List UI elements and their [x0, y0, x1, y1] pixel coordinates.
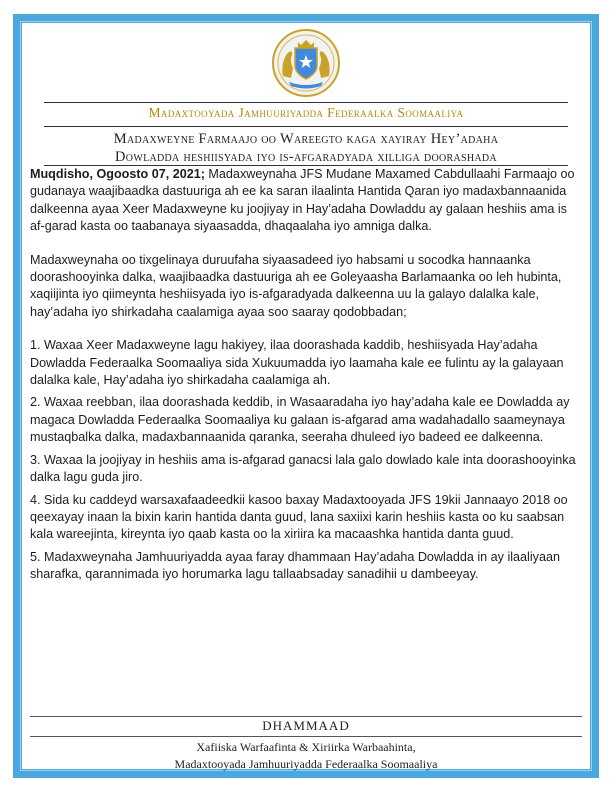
point-3: 3. Waxaa la joojiyay in heshiis ama is-afgarad ganacsi lala galo dowlado kale inta doorashooyinka dalka lagu guda jiro.	[30, 452, 576, 485]
context-paragraph: Madaxweynaha oo tixgelinaya duruufaha siyaasadeed iyo habsami u socodka hannaanka doorashooyinka dalka, waajibaadka dastuuriga ah ee Goleyaasha Barlamaanka oo leh hubinta, xaqiijinta iyo qiimeynta heshiisyada iyo is-afgaradyada dalkeenna uu la galayo dalalka kale, hay’adaha iyo shirkadaha caalamiga ayaa soo saaray qodobbadan;	[30, 252, 562, 319]
point-2: 2. Waxaa reebban, ilaa doorashada keddib, in Wasaaradaha iyo hay’adaha kale ee Dowladda ay magaca Dowladda Federaalka Soomaaliya ku galaan is-afgarad ama wadahadallo saameynaya mustaqbalka dalka, madaxbannaanida qaranka, seeraha dhuleed iyo badeed ee dalkeenna.	[30, 395, 570, 445]
signature-block	[30, 739, 582, 773]
headline-line-1: Madaxweyne Farmaajo oo Wareegto kaga xayiray Hey’adaha	[113, 131, 499, 147]
headline-line-2: Dowladda heshiisyada iyo is-afgaradyada xilliga doorashada	[115, 149, 497, 165]
press-release-headline	[44, 130, 568, 166]
point-5: 5. Madaxweynaha Jamhuuriyadda ayaa faray dhammaan Hay’adaha Dowladda in ay ilaaliyaan sharafka, qarannimada iyo horumarka lagu tallaabsaday sanadihii u dambeeyay.	[30, 549, 560, 582]
dateline: Muqdisho, Ogoosto 07, 2021;	[30, 167, 205, 181]
point-4: 4. Sida ku caddeyd warsaxafaadeedkii kasoo baxay Madaxtooyada JFS 19kii Jannaayo 2018 oo qeexayay inaan la bixin karin hantida danta guud, lana saxiixi karin heshiis kasta oo ku saabsan kala wareejinta, kireynta iyo qaab kasta oo la xiriira ka macaashka hantida danta guud.	[30, 492, 568, 542]
header-rule-middle	[44, 126, 568, 127]
intro-paragraph	[30, 166, 583, 236]
intro-text: Madaxweynaha JFS Mudane Maxamed Cabdullaahi Farmaajo oo gudanaya waajibaadka dastuuriga ah ee ka saran ilaalinta Hantida Qaran iyo madaxbannaanida dalkeenna ayaa Xeer Madaxweyne ku joojiyay in Hay’adaha Dowladdu ay galaan heshiis ama is af-garad kasta oo taabanaya siyaasadda, dhaqaalaha iyo amniga dalka.	[30, 167, 575, 234]
header-rule-top	[44, 102, 568, 103]
office-name: Madaxtooyada Jamhuuriyadda Federaalka Soomaaliya	[148, 105, 464, 120]
signature-line-1: Xafiiska Warfaafinta & Xiriirka Warbaahinta,	[196, 740, 416, 754]
point-1: 1. Waxaa Xeer Madaxweyne lagu hakiyey, ilaa doorashada kaddib, heshiisyada Hay’adaha Dowladda Federaalka Soomaaliya sida Xukuumadda iyo laamaha kale ee fulintu ay la galayaan dalalka kale, Hay’adaha iyo shirkadaha caalamiga ah.	[30, 338, 564, 388]
signature-line-2: Madaxtooyada Jamhuuriyadda Federaalka Soomaaliya	[174, 757, 438, 771]
footer-rule-bottom	[30, 736, 582, 737]
press-release-body	[30, 166, 583, 584]
footer-rule-top	[30, 716, 582, 717]
somalia-coat-of-arms-icon	[271, 28, 341, 98]
end-mark: DHAMMAAD	[262, 718, 350, 733]
